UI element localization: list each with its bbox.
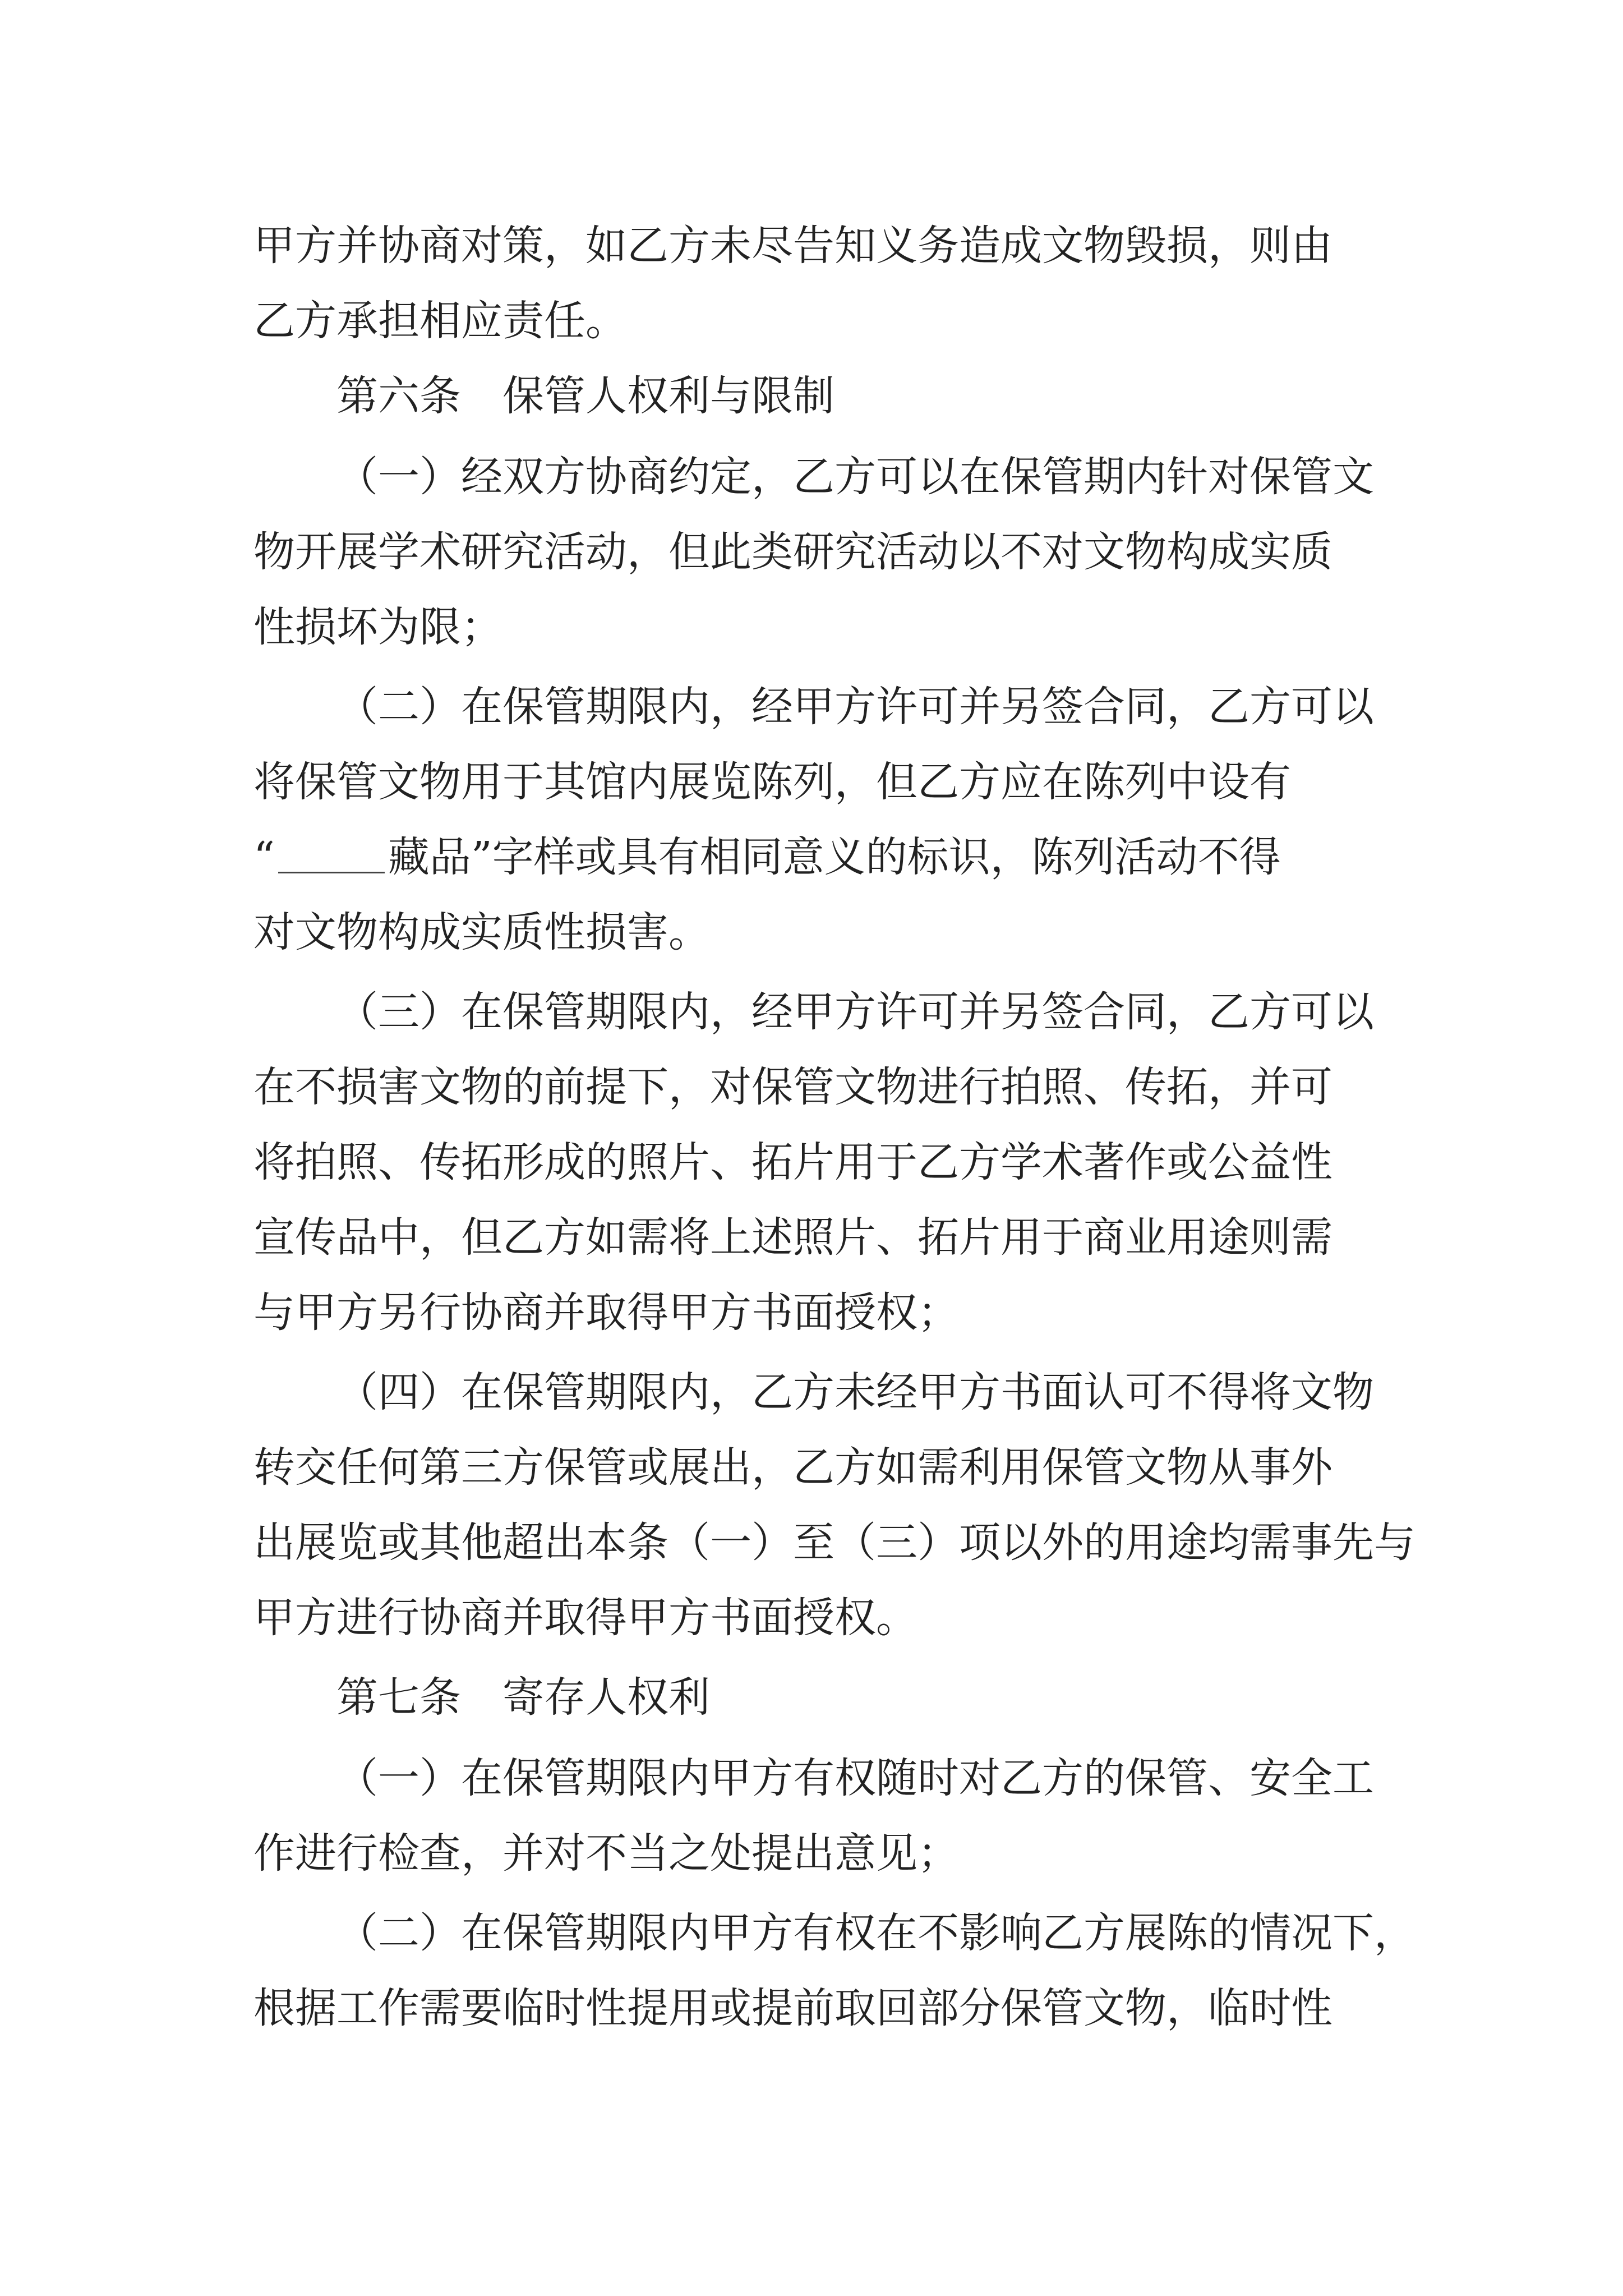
article-heading: 第六条 保管人权利与限制 (336, 372, 834, 420)
body-line: 在不损害文物的前提下，对保管文物进行拍照、传拓，并可 (253, 1063, 1332, 1111)
fill-in-blank (278, 830, 385, 873)
body-line: 转交任何第三方保管或展出，乙方如需利用保管文物从事外 (253, 1443, 1332, 1492)
body-line: 出展览或其他超出本条（一）至（三）项以外的用途均需事先与 (253, 1519, 1415, 1567)
body-line: 根据工作需要临时性提用或提前取回部分保管文物，临时性 (253, 1984, 1332, 2032)
body-line: 作进行检查，并对不当之处提出意见； (253, 1829, 959, 1878)
body-line: 将保管文物用于其馆内展览陈列，但乙方应在陈列中设有 (253, 758, 1291, 806)
body-line: 甲方进行协商并取得甲方书面授权。 (253, 1594, 917, 1642)
body-line: （一）在保管期限内甲方有权随时对乙方的保管、安全工 (336, 1754, 1374, 1802)
body-line: 宣传品中，但乙方如需将上述照片、拓片用于商业用途则需 (253, 1213, 1332, 1262)
body-line: （一）经双方协商约定，乙方可以在保管期内针对保管文 (336, 453, 1374, 501)
body-line: 与甲方另行协商并取得甲方书面授权； (253, 1289, 959, 1337)
body-line: （三）在保管期限内，经甲方许可并另签合同，乙方可以 (336, 988, 1374, 1036)
body-line: 甲方并协商对策，如乙方未尽告知义务造成文物毁损，则由 (253, 222, 1332, 270)
body-line: 物开展学术研究活动，但此类研究活动以不对文物构成实质 (253, 528, 1332, 576)
body-line: （四）在保管期限内，乙方未经甲方书面认可不得将文物 (336, 1368, 1374, 1416)
body-line: 乙方承担相应责任。 (253, 297, 627, 345)
article-heading: 第七条 寄存人权利 (336, 1673, 710, 1722)
body-text: 藏品”字样或具有相同意义的标识，陈列活动不得 (388, 833, 1281, 881)
body-line: （二）在保管期限内甲方有权在不影响乙方展陈的情况下， (336, 1909, 1415, 1957)
body-line: 将拍照、传拓形成的照片、拓片用于乙方学术著作或公益性 (253, 1138, 1332, 1186)
body-line: （二）在保管期限内，经甲方许可并另签合同，乙方可以 (336, 683, 1374, 731)
body-line: 对文物构成实质性损害。 (253, 908, 710, 956)
body-line: 性损坏为限； (253, 603, 502, 651)
open-quote: “ (253, 833, 275, 881)
body-line-with-blank (253, 823, 1281, 891)
